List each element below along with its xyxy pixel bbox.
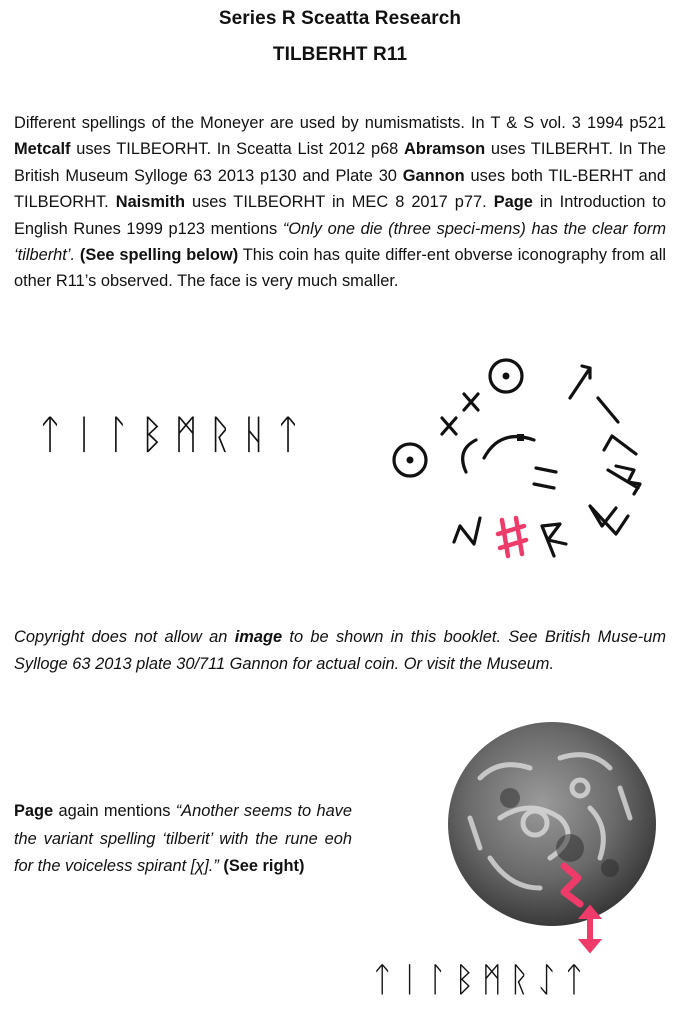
rune-spelling-tilberit: ᛏᛁᛚᛒᛗᚱᛇᛏ bbox=[372, 960, 592, 1000]
author-abramson: Abramson bbox=[404, 140, 486, 159]
rune-spelling-tilberht: ᛏᛁᛚᛒᛗᚱᚺᛏ bbox=[38, 412, 310, 458]
page-quote: “Only one die (three speci-mens) has the clear form ‘tilberht’. bbox=[14, 219, 666, 265]
author-page-2: Page bbox=[14, 802, 54, 820]
page-variant-note: Page again mentions “Another seems to have the variant spelling ‘tilberit’ with the rune eoh for the voiceless spirant [χ].” (See right) bbox=[14, 802, 352, 875]
page-subtitle: TILBERHT R11 bbox=[272, 44, 408, 65]
intro-paragraph: Different spellings of the Moneyer are used by numismatists. In T & S vol. 3 1994 p521 Metcalf uses TILBEORHT. In Sceatta List 2012 p68 Abramson uses TILBERHT. In The British Museum Sylloge 63 2013 p130 and Plate 30 Gannon uses both TIL-BERHT and TILBEORHT. Naismith uses TILBEORHT in MEC 8 2017 p77. Page in Introduction to English Runes 1999 p123 mentions “Only one die (three speci-mens) has the clear form ‘tilberht’. (See spelling below) This coin has quite differ-ent obverse iconography from all other R11’s observed. The face is very much smaller. bbox=[14, 114, 666, 291]
page-title: Series R Sceatta Research bbox=[218, 8, 462, 29]
copyright-note: Copyright does not allow an image to be shown in this booklet. See British Muse-um Sylloge 63 2013 plate 30/711 Gannon for actual coin. Or visit the Museum. bbox=[14, 628, 666, 673]
see-right-note: (See right) bbox=[218, 857, 305, 875]
author-page: Page bbox=[493, 193, 533, 212]
author-metcalf: Metcalf bbox=[14, 140, 71, 159]
author-naismith: Naismith bbox=[115, 193, 185, 212]
author-gannon: Gannon bbox=[402, 166, 465, 185]
see-spelling-note: (See spelling below) bbox=[75, 246, 239, 265]
variant-quote: “Another seems to have the variant spelling ‘tilberit’ with the rune eoh for the voiceless spirant [χ].” bbox=[14, 802, 352, 875]
copyright-image-word: image bbox=[234, 628, 283, 646]
coin-reverse-sketch bbox=[384, 348, 674, 578]
coin-photo bbox=[440, 718, 670, 958]
